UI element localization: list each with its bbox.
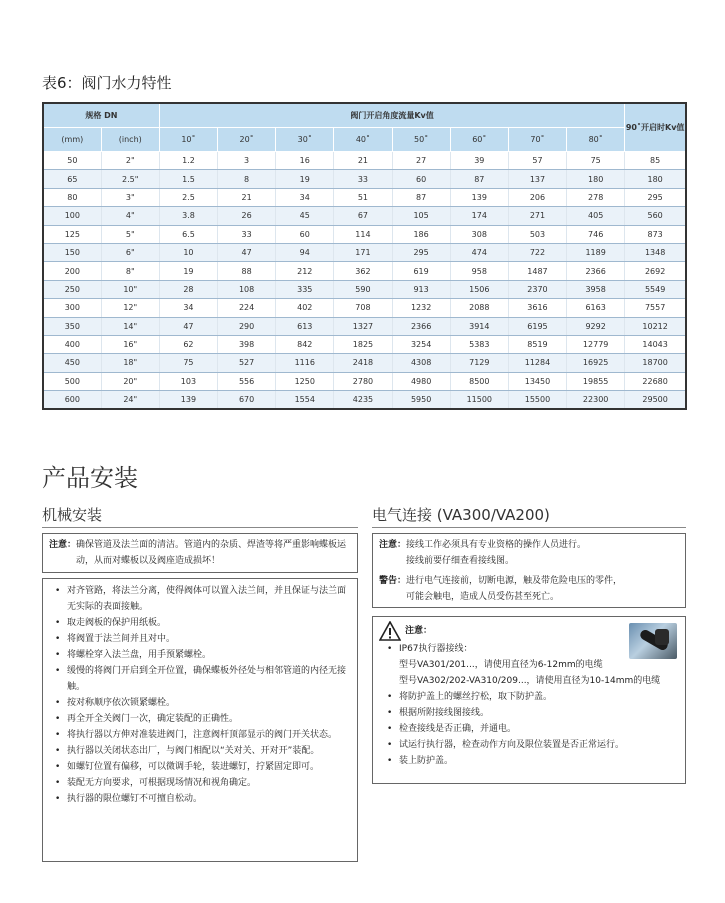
list-item: • 装上防护盖。 bbox=[379, 753, 679, 769]
table-cell: 87 bbox=[392, 188, 450, 206]
table-cell: 2366 bbox=[567, 262, 625, 280]
table-cell: 27 bbox=[392, 152, 450, 170]
table-cell: 5" bbox=[101, 225, 159, 243]
table-cell: 28 bbox=[159, 280, 217, 298]
table-cell: 33 bbox=[218, 225, 276, 243]
table-cell: 2088 bbox=[450, 299, 508, 317]
table-cell: 34 bbox=[159, 299, 217, 317]
table-row bbox=[43, 280, 686, 298]
table-cell: 722 bbox=[508, 243, 566, 261]
table-cell: 1506 bbox=[450, 280, 508, 298]
table-cell: 613 bbox=[276, 317, 334, 335]
header-angle: 70˚ bbox=[508, 128, 566, 152]
header-angle: 10˚ bbox=[159, 128, 217, 152]
table-cell: 39 bbox=[450, 152, 508, 170]
table-cell: 174 bbox=[450, 207, 508, 225]
table-cell: 1116 bbox=[276, 354, 334, 372]
note2-line1: 进行电气连接前，切断电源，触及带危险电压的零件， bbox=[406, 576, 623, 586]
table-cell: 362 bbox=[334, 262, 392, 280]
table-cell: 4308 bbox=[392, 354, 450, 372]
list-item: • 执行器的限位螺钉不可擅自松动。 bbox=[47, 791, 349, 807]
table-cell: 100 bbox=[43, 207, 101, 225]
table-cell: 590 bbox=[334, 280, 392, 298]
table-cell: 200 bbox=[43, 262, 101, 280]
table-cell: 125 bbox=[43, 225, 101, 243]
table-row bbox=[43, 372, 686, 390]
table-cell: 60 bbox=[392, 170, 450, 188]
table-cell: 600 bbox=[43, 391, 101, 410]
table-cell: 88 bbox=[218, 262, 276, 280]
mechanical-steps-box bbox=[42, 578, 358, 862]
table-cell: 1487 bbox=[508, 262, 566, 280]
table-cell: 45 bbox=[276, 207, 334, 225]
table-cell: 398 bbox=[218, 335, 276, 353]
table-cell: 300 bbox=[43, 299, 101, 317]
table-cell: 6163 bbox=[567, 299, 625, 317]
table-cell: 3914 bbox=[450, 317, 508, 335]
table-cell: 295 bbox=[625, 188, 686, 206]
table-cell: 2.5" bbox=[101, 170, 159, 188]
note-key: 注意： bbox=[49, 540, 77, 550]
list-item: • 缓慢的将阀门开启到全开位置，确保蝶板外径处与相邻管道的内径无接触。 bbox=[47, 663, 349, 695]
table-cell: 87 bbox=[450, 170, 508, 188]
table-cell: 139 bbox=[159, 391, 217, 410]
table-cell: 474 bbox=[450, 243, 508, 261]
table-cell: 11500 bbox=[450, 391, 508, 410]
table-cell: 527 bbox=[218, 354, 276, 372]
table-cell: 670 bbox=[218, 391, 276, 410]
list-item: • 执行器以关闭状态出厂，与阀门相配以“关对关、开对开”装配。 bbox=[47, 743, 349, 759]
table-cell: 1250 bbox=[276, 372, 334, 390]
table-cell: 26 bbox=[218, 207, 276, 225]
header-angle: 20˚ bbox=[218, 128, 276, 152]
electrical-title: 电气连接 (VA300/VA200) bbox=[372, 506, 550, 524]
table-title: 表6：阀门水力特性 bbox=[42, 74, 172, 92]
table-cell: 180 bbox=[625, 170, 686, 188]
table-cell: 47 bbox=[159, 317, 217, 335]
note-text: 确保管道及法兰面的清洁。管道内的杂质、焊渣等将严重影响蝶板运动，从而对蝶板以及阀座造成损坏！ bbox=[76, 540, 347, 566]
table-cell: 873 bbox=[625, 225, 686, 243]
table-cell: 335 bbox=[276, 280, 334, 298]
table-cell: 350 bbox=[43, 317, 101, 335]
table-cell: 12779 bbox=[567, 335, 625, 353]
warn-key: 注意： bbox=[405, 626, 433, 636]
table-cell: 139 bbox=[450, 188, 508, 206]
table-row bbox=[43, 317, 686, 335]
table-cell: 278 bbox=[567, 188, 625, 206]
table-row bbox=[43, 299, 686, 317]
table-cell: 3" bbox=[101, 188, 159, 206]
table-cell: 171 bbox=[334, 243, 392, 261]
table-cell: 108 bbox=[218, 280, 276, 298]
table-cell: 2" bbox=[101, 152, 159, 170]
list-item: • 将防护盖上的螺丝拧松，取下防护盖。 bbox=[379, 689, 679, 705]
header-angle: 60˚ bbox=[450, 128, 508, 152]
table-cell: 3 bbox=[218, 152, 276, 170]
list-item: • 装配无方向要求，可根据现场情况和视角确定。 bbox=[47, 775, 349, 791]
table-cell: 65 bbox=[43, 170, 101, 188]
table-cell: 19 bbox=[276, 170, 334, 188]
header-angle: 50˚ bbox=[392, 128, 450, 152]
table-cell: 15500 bbox=[508, 391, 566, 410]
table-cell: 3958 bbox=[567, 280, 625, 298]
electrical-ip67 bbox=[379, 641, 679, 657]
table-cell: 1348 bbox=[625, 243, 686, 261]
model2: 型号VA302/202-VA310/209...，请使用直径为10-14mm的电缆 bbox=[399, 676, 661, 686]
list-item: • 将执行器以方伸对准装进阀门，注意阀杆顶部显示的阀门开关状态。 bbox=[47, 727, 349, 743]
table-cell: 8 bbox=[218, 170, 276, 188]
header-flow: 阀门开启角度流量Kv值 bbox=[159, 103, 624, 128]
table-row bbox=[43, 391, 686, 410]
note1-key: 注意： bbox=[379, 540, 407, 550]
note2-key: 警告： bbox=[379, 576, 407, 586]
table-cell: 402 bbox=[276, 299, 334, 317]
table-cell: 13450 bbox=[508, 372, 566, 390]
list-item: • 按对称顺序依次锁紧螺栓。 bbox=[47, 695, 349, 711]
table-cell: 50 bbox=[43, 152, 101, 170]
table-cell: 708 bbox=[334, 299, 392, 317]
table-row bbox=[43, 243, 686, 261]
kv-table bbox=[42, 102, 687, 410]
table-cell: 10" bbox=[101, 280, 159, 298]
table-cell: 19855 bbox=[567, 372, 625, 390]
header-angle: 30˚ bbox=[276, 128, 334, 152]
table-cell: 290 bbox=[218, 317, 276, 335]
table-row bbox=[43, 262, 686, 280]
list-item: • 对齐管路，将法兰分离，使得阀体可以置入法兰间，并且保证与法兰面无实际的表面接触。 bbox=[47, 583, 349, 615]
list-item: • 如螺钉位置有偏移，可以微调手轮，装进螺钉，拧紧固定即可。 bbox=[47, 759, 349, 775]
list-item: • 检查接线是否正确，并通电。 bbox=[379, 721, 679, 737]
note1-line2: 接线前要仔细查看接线图。 bbox=[406, 556, 515, 566]
table-cell: 7557 bbox=[625, 299, 686, 317]
table-cell: 12" bbox=[101, 299, 159, 317]
table-cell: 33 bbox=[334, 170, 392, 188]
mechanical-note-box bbox=[42, 533, 358, 573]
table-cell: 11284 bbox=[508, 354, 566, 372]
table-cell: 80 bbox=[43, 188, 101, 206]
table-cell: 18" bbox=[101, 354, 159, 372]
table-cell: 842 bbox=[276, 335, 334, 353]
table-cell: 21 bbox=[334, 152, 392, 170]
table-cell: 206 bbox=[508, 188, 566, 206]
header-spec: 规格 DN bbox=[43, 103, 159, 128]
table-cell: 913 bbox=[392, 280, 450, 298]
table-cell: 103 bbox=[159, 372, 217, 390]
table-cell: 6.5 bbox=[159, 225, 217, 243]
table-cell: 6" bbox=[101, 243, 159, 261]
list-item: • 根据所附接线图接线。 bbox=[379, 705, 679, 721]
table-cell: 14" bbox=[101, 317, 159, 335]
electrical-warning-box bbox=[372, 616, 686, 784]
table-cell: 503 bbox=[508, 225, 566, 243]
table-cell: 1825 bbox=[334, 335, 392, 353]
table-cell: 18700 bbox=[625, 354, 686, 372]
table-cell: 5549 bbox=[625, 280, 686, 298]
note1-line1: 接线工作必须具有专业资格的操作人员进行。 bbox=[406, 540, 587, 550]
table-cell: 2780 bbox=[334, 372, 392, 390]
electrical-steps bbox=[379, 689, 679, 769]
table-row bbox=[43, 207, 686, 225]
header-90: 90˚开启时Kv值 bbox=[625, 103, 686, 152]
table-cell: 60 bbox=[276, 225, 334, 243]
table-cell: 4980 bbox=[392, 372, 450, 390]
ip67-label: • IP67执行器接线： bbox=[379, 641, 679, 657]
table-cell: 24" bbox=[101, 391, 159, 410]
table-cell: 186 bbox=[392, 225, 450, 243]
table-cell: 114 bbox=[334, 225, 392, 243]
table-cell: 29500 bbox=[625, 391, 686, 410]
table-cell: 22300 bbox=[567, 391, 625, 410]
table-cell: 57 bbox=[508, 152, 566, 170]
table-cell: 6195 bbox=[508, 317, 566, 335]
table-cell: 105 bbox=[392, 207, 450, 225]
table-row bbox=[43, 225, 686, 243]
header-inch: (inch) bbox=[101, 128, 159, 152]
table-cell: 7129 bbox=[450, 354, 508, 372]
list-item: • 将阀置于法兰间并且对中。 bbox=[47, 631, 349, 647]
table-cell: 10 bbox=[159, 243, 217, 261]
list-item: • 取走阀板的保护用纸板。 bbox=[47, 615, 349, 631]
table-cell: 2418 bbox=[334, 354, 392, 372]
table-cell: 10212 bbox=[625, 317, 686, 335]
table-cell: 16" bbox=[101, 335, 159, 353]
header-mm: (mm) bbox=[43, 128, 101, 152]
table-cell: 85 bbox=[625, 152, 686, 170]
table-cell: 137 bbox=[508, 170, 566, 188]
list-item: • 试运行执行器，检查动作方向及限位装置是否正常运行。 bbox=[379, 737, 679, 753]
table-cell: 47 bbox=[218, 243, 276, 261]
table-cell: 250 bbox=[43, 280, 101, 298]
table-cell: 9292 bbox=[567, 317, 625, 335]
table-cell: 16925 bbox=[567, 354, 625, 372]
table-cell: 94 bbox=[276, 243, 334, 261]
table-cell: 1189 bbox=[567, 243, 625, 261]
table-cell: 2692 bbox=[625, 262, 686, 280]
model1: 型号VA301/201...，请使用直径为6-12mm的电缆 bbox=[399, 660, 603, 670]
list-item: • 再全开全关阀门一次，确定装配的正确性。 bbox=[47, 711, 349, 727]
table-cell: 5950 bbox=[392, 391, 450, 410]
table-row bbox=[43, 152, 686, 170]
table-cell: 271 bbox=[508, 207, 566, 225]
table-cell: 5383 bbox=[450, 335, 508, 353]
table-cell: 619 bbox=[392, 262, 450, 280]
table-cell: 3254 bbox=[392, 335, 450, 353]
header-angle: 80˚ bbox=[567, 128, 625, 152]
table-cell: 1327 bbox=[334, 317, 392, 335]
table-cell: 67 bbox=[334, 207, 392, 225]
table-cell: 8500 bbox=[450, 372, 508, 390]
table-row bbox=[43, 354, 686, 372]
table-cell: 1554 bbox=[276, 391, 334, 410]
table-cell: 450 bbox=[43, 354, 101, 372]
table-cell: 2366 bbox=[392, 317, 450, 335]
note2-line2: 可能会触电，造成人员受伤甚至死亡。 bbox=[406, 592, 560, 602]
mechanical-steps bbox=[47, 583, 349, 807]
table-cell: 4235 bbox=[334, 391, 392, 410]
table-cell: 212 bbox=[276, 262, 334, 280]
electrical-note-box bbox=[372, 533, 686, 608]
list-item: • 将螺栓穿入法兰盘，用手预紧螺栓。 bbox=[47, 647, 349, 663]
table-cell: 308 bbox=[450, 225, 508, 243]
table-row bbox=[43, 188, 686, 206]
table-cell: 180 bbox=[567, 170, 625, 188]
table-cell: 34 bbox=[276, 188, 334, 206]
table-cell: 19 bbox=[159, 262, 217, 280]
table-cell: 62 bbox=[159, 335, 217, 353]
section-title: 产品安装 bbox=[42, 464, 138, 492]
table-cell: 51 bbox=[334, 188, 392, 206]
table-cell: 1.5 bbox=[159, 170, 217, 188]
table-cell: 958 bbox=[450, 262, 508, 280]
table-row bbox=[43, 170, 686, 188]
table-cell: 75 bbox=[159, 354, 217, 372]
mechanical-title: 机械安装 bbox=[42, 506, 103, 524]
table-cell: 224 bbox=[218, 299, 276, 317]
table-cell: 8519 bbox=[508, 335, 566, 353]
warning-icon bbox=[379, 621, 401, 641]
table-cell: 4" bbox=[101, 207, 159, 225]
table-cell: 20" bbox=[101, 372, 159, 390]
table-cell: 746 bbox=[567, 225, 625, 243]
table-cell: 3.8 bbox=[159, 207, 217, 225]
table-cell: 22680 bbox=[625, 372, 686, 390]
table-cell: 556 bbox=[218, 372, 276, 390]
table-cell: 400 bbox=[43, 335, 101, 353]
table-cell: 8" bbox=[101, 262, 159, 280]
table-cell: 295 bbox=[392, 243, 450, 261]
table-cell: 1.2 bbox=[159, 152, 217, 170]
table-cell: 500 bbox=[43, 372, 101, 390]
table-cell: 2.5 bbox=[159, 188, 217, 206]
table-cell: 16 bbox=[276, 152, 334, 170]
table-cell: 2370 bbox=[508, 280, 566, 298]
table-row bbox=[43, 335, 686, 353]
mechanical-rule bbox=[42, 527, 358, 528]
table-cell: 3616 bbox=[508, 299, 566, 317]
table-cell: 1232 bbox=[392, 299, 450, 317]
table-cell: 14043 bbox=[625, 335, 686, 353]
table-cell: 405 bbox=[567, 207, 625, 225]
table-cell: 75 bbox=[567, 152, 625, 170]
table-cell: 21 bbox=[218, 188, 276, 206]
electrical-rule bbox=[372, 527, 686, 528]
table-cell: 560 bbox=[625, 207, 686, 225]
table-cell: 150 bbox=[43, 243, 101, 261]
header-angle: 40˚ bbox=[334, 128, 392, 152]
